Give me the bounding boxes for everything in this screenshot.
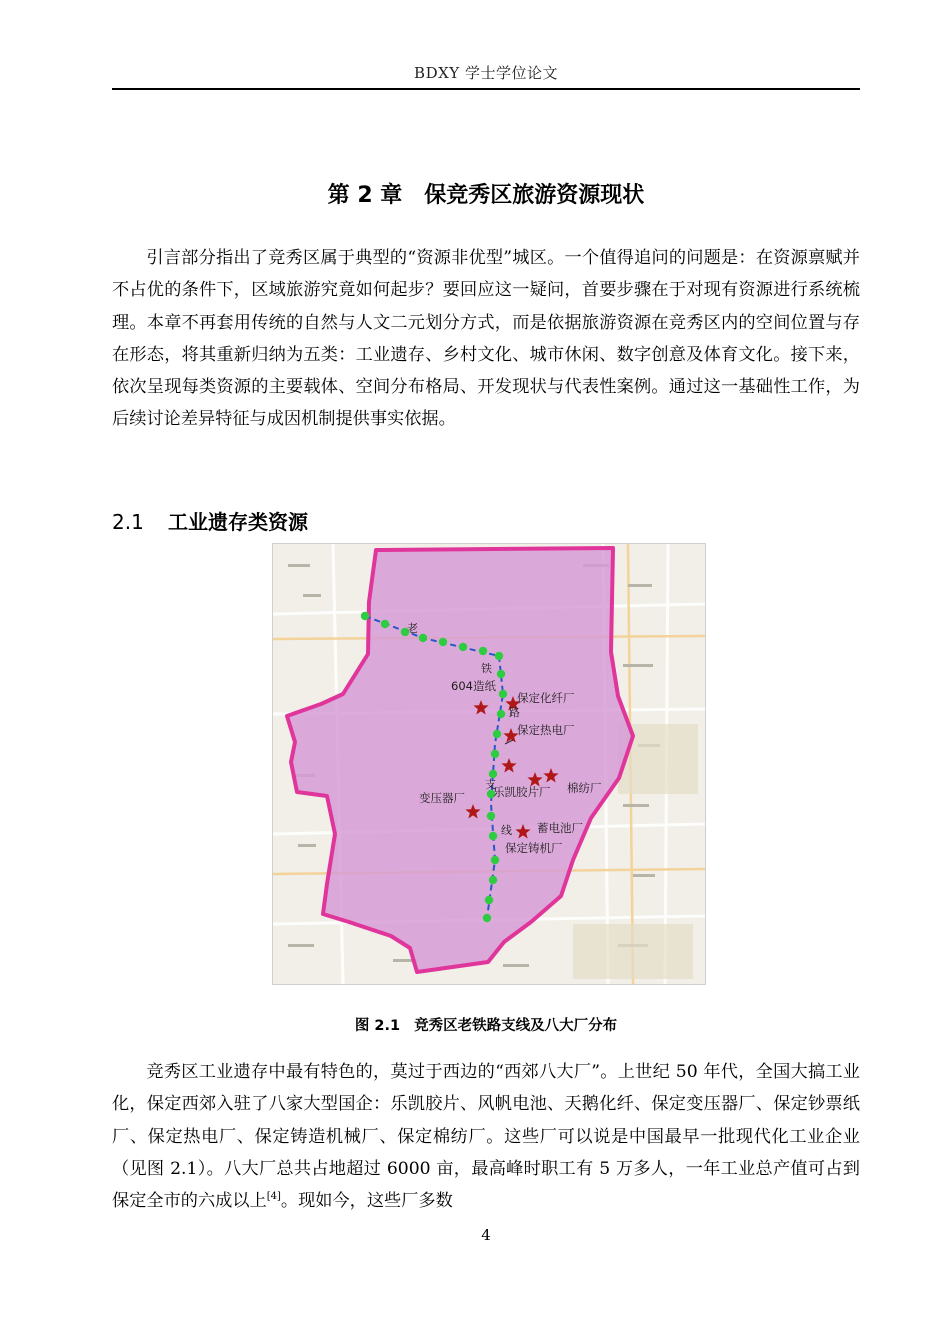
railway-stop-marker xyxy=(499,690,507,698)
railway-stop-marker xyxy=(361,612,369,620)
label-casting: 保定铸机厂 xyxy=(505,841,563,855)
label-cotton-mill: 棉纺厂 xyxy=(567,781,602,795)
page-number: 4 xyxy=(481,1226,491,1244)
body-paragraph xyxy=(112,1056,860,1217)
label-lucky-film: 乐凯胶片厂 xyxy=(493,785,551,799)
railway-label-char: 路 xyxy=(509,706,520,719)
railway-label-char: 线 xyxy=(501,824,512,837)
label-transformer: 变压器厂 xyxy=(419,791,465,805)
header-rule xyxy=(112,88,860,90)
section-title: 工业遗存类资源 xyxy=(168,510,308,534)
label-battery: 蓄电池厂 xyxy=(537,821,583,835)
figure-caption-text: 竞秀区老铁路支线及八大厂分布 xyxy=(414,1018,618,1034)
body-text: 竞秀区工业遗存中最有特色的，莫过于西边的“西郊八大厂”。上世纪 50 年代，全国大搞工业化，保定西郊入驻了八家大型国企：乐凯胶片、风帆电池、天鹅化纤、保定变压器厂、保定钞票纸厂、保定热电厂、保定铸造机械厂、保定棉纺厂。这些厂可以说是中国最早一批现代化工业企业（见图 2.1）。八大厂总共占地超过 6000 亩，最高峰时职工有 5 万多人，一年工业总产值可占到保定全市的六成以上 xyxy=(112,1062,860,1212)
label-chemical-fiber: 保定化纤厂 xyxy=(517,691,575,705)
section-heading xyxy=(112,506,308,535)
railway-stop-marker xyxy=(491,750,499,758)
section-number: 2.1 xyxy=(112,510,144,534)
railway-stop-marker xyxy=(419,634,427,642)
railway-stop-marker xyxy=(495,652,503,660)
railway-stop-marker xyxy=(491,856,499,864)
railway-stop-marker xyxy=(439,638,447,646)
citation-ref[interactable]: [4] xyxy=(266,1191,281,1203)
district-map xyxy=(273,544,705,984)
railway-stop-marker xyxy=(493,730,501,738)
figure-caption xyxy=(112,1014,860,1035)
railway-label-char: 老 xyxy=(407,622,418,635)
running-header: BDXY 学士学位论文 xyxy=(414,64,558,82)
intro-paragraph: 引言部分指出了竞秀区属于典型的“资源非优型”城区。一个值得追问的问题是：在资源禀赋并不占优的条件下，区域旅游究竟如何起步？要回应这一疑问，首要步骤在于对现有资源进行系统梳理。本章不再套用传统的自然与人文二元划分方式，而是依据旅游资源在竞秀区内的空间位置与存在形态，将其重新归纳为五类：工业遗存、乡村文化、城市休闲、数字创意及体育文化。接下来，依次呈现每类资源的主要载体、空间分布格局、开发现状与代表性案例。通过这一基础性工作，为后续讨论差异特征与成因机制提供事实依据。 xyxy=(112,248,860,430)
railway-stop-marker xyxy=(487,812,495,820)
railway-stop-marker xyxy=(381,620,389,628)
railway-stop-marker xyxy=(497,710,505,718)
railway-stop-marker xyxy=(489,832,497,840)
body-text-continued: 。现如今，这些厂多数 xyxy=(280,1191,453,1212)
label-604-paper: 604造纸 xyxy=(451,679,496,693)
railway-stop-marker xyxy=(489,770,497,778)
railway-label-char: 铁 xyxy=(481,662,492,675)
railway-stop-marker xyxy=(489,876,497,884)
railway-stop-marker xyxy=(483,914,491,922)
railway-label-char: 支 xyxy=(485,778,496,791)
figure-label: 图 2.1 xyxy=(354,1018,401,1034)
chapter-title: 第 2 章 保竞秀区旅游资源现状 xyxy=(327,183,645,208)
railway-stop-marker xyxy=(479,647,487,655)
railway-stop-marker xyxy=(459,643,467,651)
railway-stop-marker xyxy=(497,670,505,678)
railway-stop-marker xyxy=(485,896,493,904)
district-map-figure xyxy=(272,543,706,985)
label-power-plant: 保定热电厂 xyxy=(517,723,575,737)
